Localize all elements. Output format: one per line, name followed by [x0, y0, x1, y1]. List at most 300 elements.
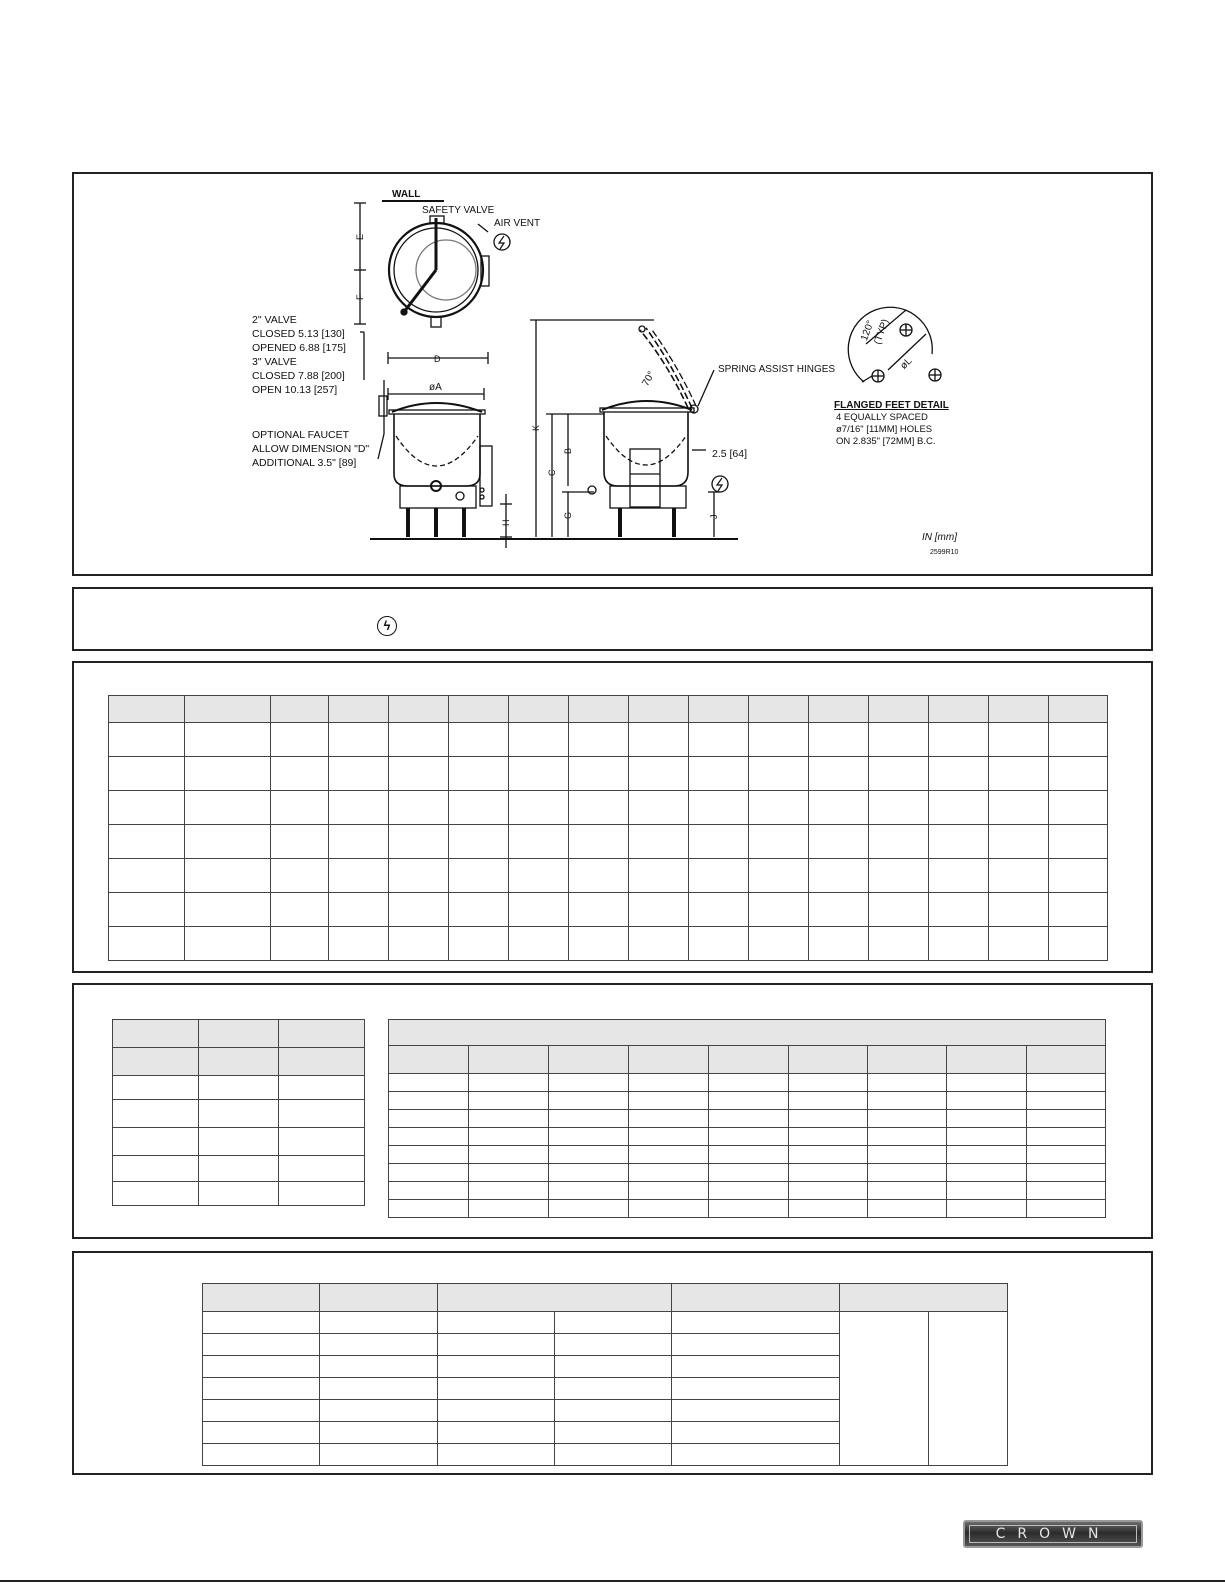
dimensions-table — [108, 695, 1108, 961]
table-row — [389, 1200, 1106, 1218]
table-cell — [709, 1110, 789, 1128]
table-cell — [789, 1046, 868, 1074]
table-row — [109, 825, 1108, 859]
table-cell — [749, 825, 809, 859]
table-cell — [947, 1092, 1027, 1110]
table-cell — [329, 927, 389, 961]
dim-f-label: F — [355, 294, 365, 300]
table-cell — [389, 1020, 1106, 1046]
table-cell — [509, 859, 569, 893]
table-row — [113, 1020, 365, 1048]
valve-note-line: CLOSED 7.88 [200] — [252, 370, 345, 382]
table-cell — [809, 927, 869, 961]
table-cell — [689, 723, 749, 757]
table-cell — [1027, 1182, 1106, 1200]
table-cell — [929, 1312, 1008, 1466]
table-cell — [437, 1444, 554, 1466]
table-cell — [549, 1182, 629, 1200]
top-view — [354, 189, 540, 364]
table-cell — [509, 696, 569, 723]
table-cell — [389, 696, 449, 723]
table-cell — [868, 1164, 947, 1182]
table-cell — [329, 893, 389, 927]
table-cell — [868, 1092, 947, 1110]
brand-logo — [963, 1520, 1143, 1548]
table-cell — [389, 1074, 469, 1092]
table-cell — [469, 1200, 549, 1218]
table-cell — [437, 1312, 554, 1334]
table-cell — [868, 1128, 947, 1146]
table-cell — [749, 791, 809, 825]
table-cell — [1049, 859, 1108, 893]
table-cell — [989, 791, 1049, 825]
table-cell — [989, 723, 1049, 757]
table-cell — [869, 927, 929, 961]
table-cell — [1049, 893, 1108, 927]
table-cell — [469, 1128, 549, 1146]
table-cell — [809, 757, 869, 791]
table-cell — [709, 1182, 789, 1200]
table-cell — [629, 696, 689, 723]
table-cell — [947, 1200, 1027, 1218]
table-cell — [709, 1128, 789, 1146]
table-cell — [279, 1048, 365, 1076]
table-cell — [554, 1400, 671, 1422]
table-cell — [329, 757, 389, 791]
table-cell — [947, 1146, 1027, 1164]
table-cell — [1049, 723, 1108, 757]
table-row — [113, 1048, 365, 1076]
drawing-number: 2599R10 — [930, 549, 959, 556]
table-cell — [389, 1200, 469, 1218]
table-cell — [689, 791, 749, 825]
table-cell — [868, 1146, 947, 1164]
table-cell — [947, 1046, 1027, 1074]
side-view — [530, 320, 835, 537]
valve-note-line: 3" VALVE — [252, 356, 297, 368]
table-cell — [389, 1046, 469, 1074]
table-cell — [199, 1182, 279, 1206]
table-cell — [629, 1182, 709, 1200]
table-cell — [549, 1164, 629, 1182]
table-cell — [1027, 1200, 1106, 1218]
table-cell — [672, 1356, 840, 1378]
table-cell — [554, 1422, 671, 1444]
table-cell — [109, 859, 185, 893]
dim-b-label: B — [563, 447, 573, 454]
table-row — [113, 1182, 365, 1206]
table-cell — [554, 1356, 671, 1378]
table-cell — [569, 859, 629, 893]
table-row — [389, 1092, 1106, 1110]
feet-detail-line: ø7/16" [11MM] HOLES — [836, 424, 933, 435]
table-cell — [689, 825, 749, 859]
table-cell — [279, 1182, 365, 1206]
table-cell — [1049, 927, 1108, 961]
table-cell — [449, 893, 509, 927]
table-cell — [109, 893, 185, 927]
table-cell — [203, 1422, 320, 1444]
table-cell — [271, 723, 329, 757]
table-cell — [389, 1164, 469, 1182]
table-cell — [199, 1156, 279, 1182]
table-cell — [947, 1074, 1027, 1092]
table-cell — [271, 893, 329, 927]
table-cell — [789, 1164, 868, 1182]
table-cell — [320, 1334, 437, 1356]
table-cell — [389, 927, 449, 961]
table-cell — [320, 1312, 437, 1334]
table-cell — [809, 859, 869, 893]
table-cell — [1027, 1128, 1106, 1146]
table-cell — [869, 791, 929, 825]
table-cell — [203, 1444, 320, 1466]
front-view — [370, 380, 738, 548]
table-row — [203, 1312, 1008, 1334]
dim-e-label: E — [355, 233, 365, 240]
table-cell — [672, 1378, 840, 1400]
table-cell — [1049, 757, 1108, 791]
table-row — [109, 723, 1108, 757]
table-cell — [989, 696, 1049, 723]
table-row — [203, 1284, 1008, 1312]
table-cell — [709, 1146, 789, 1164]
table-cell — [113, 1076, 199, 1100]
table-cell — [271, 791, 329, 825]
feet-detail-line: ON 2.835" [72MM] B.C. — [836, 436, 936, 447]
table-row — [113, 1076, 365, 1100]
dimensions-panel — [72, 661, 1153, 973]
table-cell — [569, 757, 629, 791]
table-row — [389, 1046, 1106, 1074]
table-cell — [840, 1312, 929, 1466]
table-cell — [320, 1444, 437, 1466]
table-cell — [789, 1182, 868, 1200]
electrical-table — [388, 1019, 1106, 1218]
table-cell — [554, 1444, 671, 1466]
table-cell — [1049, 696, 1108, 723]
table-cell — [929, 859, 989, 893]
table-cell — [109, 825, 185, 859]
table-cell — [203, 1284, 320, 1312]
table-cell — [989, 927, 1049, 961]
table-row — [389, 1074, 1106, 1092]
table-cell — [629, 1146, 709, 1164]
table-cell — [629, 1128, 709, 1146]
table-cell — [389, 893, 449, 927]
table-cell — [749, 859, 809, 893]
table-cell — [672, 1400, 840, 1422]
lid-angle-label: 70° — [640, 369, 658, 389]
table-cell — [869, 893, 929, 927]
table-cell — [569, 825, 629, 859]
table-cell — [185, 859, 271, 893]
table-cell — [389, 1182, 469, 1200]
faucet-note-line: ALLOW DIMENSION "D" — [252, 443, 370, 455]
table-cell — [629, 723, 689, 757]
table-cell — [509, 893, 569, 927]
table-row — [109, 791, 1108, 825]
table-cell — [549, 1200, 629, 1218]
feet-detail-title: FLANGED FEET DETAIL — [834, 400, 949, 411]
shipping-panel — [72, 1251, 1153, 1475]
table-cell — [509, 927, 569, 961]
table-cell — [629, 893, 689, 927]
table-cell — [469, 1146, 549, 1164]
table-cell — [203, 1334, 320, 1356]
table-cell — [1027, 1074, 1106, 1092]
valve-notes — [252, 314, 346, 396]
table-row — [109, 757, 1108, 791]
footer-rule — [0, 1580, 1225, 1582]
table-row — [389, 1182, 1106, 1200]
table-row — [109, 696, 1108, 723]
table-cell — [1027, 1146, 1106, 1164]
table-cell — [113, 1156, 199, 1182]
table-cell — [109, 791, 185, 825]
table-cell — [629, 1200, 709, 1218]
table-cell — [569, 893, 629, 927]
table-cell — [509, 723, 569, 757]
table-cell — [869, 757, 929, 791]
specifications-panel — [72, 983, 1153, 1239]
dim-k-label: K — [531, 424, 541, 431]
table-cell — [329, 723, 389, 757]
table-cell — [437, 1422, 554, 1444]
table-cell — [449, 723, 509, 757]
table-cell — [789, 1092, 868, 1110]
table-cell — [389, 1092, 469, 1110]
table-cell — [947, 1182, 1027, 1200]
table-cell — [569, 791, 629, 825]
table-cell — [1027, 1110, 1106, 1128]
table-cell — [569, 723, 629, 757]
table-cell — [437, 1334, 554, 1356]
table-cell — [629, 1046, 709, 1074]
table-cell — [329, 825, 389, 859]
table-cell — [689, 893, 749, 927]
faucet-notes — [252, 429, 369, 469]
valve-note-line: OPENED 6.88 [175] — [252, 342, 346, 354]
table-cell — [469, 1164, 549, 1182]
table-cell — [809, 791, 869, 825]
table-cell — [868, 1046, 947, 1074]
table-cell — [629, 859, 689, 893]
air-vent-label: AIR VENT — [494, 218, 541, 229]
table-cell — [789, 1074, 868, 1092]
table-cell — [389, 723, 449, 757]
table-cell — [320, 1284, 437, 1312]
table-cell — [389, 1128, 469, 1146]
table-cell — [109, 696, 185, 723]
table-cell — [809, 723, 869, 757]
table-cell — [749, 723, 809, 757]
table-cell — [271, 927, 329, 961]
table-row — [113, 1128, 365, 1156]
table-cell — [929, 791, 989, 825]
table-row — [113, 1156, 365, 1182]
table-row — [109, 927, 1108, 961]
table-row — [389, 1164, 1106, 1182]
table-cell — [629, 791, 689, 825]
table-cell — [199, 1128, 279, 1156]
table-cell — [279, 1020, 365, 1048]
drawing-panel — [72, 172, 1153, 576]
table-cell — [709, 1074, 789, 1092]
table-cell — [672, 1444, 840, 1466]
table-cell — [449, 696, 509, 723]
table-cell — [629, 1164, 709, 1182]
table-cell — [672, 1284, 840, 1312]
table-cell — [389, 791, 449, 825]
table-cell — [789, 1110, 868, 1128]
table-cell — [469, 1092, 549, 1110]
table-cell — [672, 1312, 840, 1334]
table-cell — [113, 1048, 199, 1076]
units-label: IN [mm] — [922, 532, 957, 543]
table-cell — [185, 696, 271, 723]
table-cell — [549, 1046, 629, 1074]
table-cell — [689, 927, 749, 961]
table-cell — [185, 893, 271, 927]
table-cell — [1027, 1164, 1106, 1182]
table-cell — [279, 1156, 365, 1182]
table-cell — [947, 1128, 1027, 1146]
table-cell — [809, 825, 869, 859]
table-cell — [869, 825, 929, 859]
table-cell — [789, 1200, 868, 1218]
table-cell — [868, 1182, 947, 1200]
wall-label: WALL — [392, 189, 421, 200]
faucet-note-line: OPTIONAL FAUCET — [252, 429, 350, 441]
table-cell — [203, 1378, 320, 1400]
table-cell — [203, 1312, 320, 1334]
table-row — [389, 1146, 1106, 1164]
valve-note-line: OPEN 10.13 [257] — [252, 384, 338, 396]
table-row — [113, 1100, 365, 1128]
table-cell — [329, 859, 389, 893]
feet-angle-label: 120° — [859, 319, 877, 343]
table-cell — [449, 757, 509, 791]
table-cell — [185, 757, 271, 791]
table-cell — [109, 757, 185, 791]
table-cell — [749, 927, 809, 961]
table-cell — [271, 757, 329, 791]
kettle-drawing — [74, 174, 1151, 574]
table-cell — [629, 1110, 709, 1128]
table-cell — [689, 859, 749, 893]
table-cell — [809, 696, 869, 723]
table-cell — [989, 859, 1049, 893]
table-cell — [672, 1334, 840, 1356]
table-row — [109, 893, 1108, 927]
table-cell — [469, 1110, 549, 1128]
table-cell — [709, 1092, 789, 1110]
table-cell — [271, 859, 329, 893]
table-cell — [868, 1110, 947, 1128]
table-cell — [113, 1020, 199, 1048]
table-cell — [389, 757, 449, 791]
offset-label: 2.5 [64] — [712, 448, 748, 460]
table-cell — [203, 1400, 320, 1422]
table-cell — [320, 1356, 437, 1378]
table-cell — [749, 893, 809, 927]
table-cell — [389, 859, 449, 893]
table-cell — [789, 1146, 868, 1164]
table-cell — [840, 1284, 1008, 1312]
table-row — [389, 1128, 1106, 1146]
table-cell — [279, 1100, 365, 1128]
dim-g-label: G — [563, 511, 573, 519]
table-cell — [869, 696, 929, 723]
shipping-table — [202, 1283, 1008, 1466]
table-cell — [672, 1422, 840, 1444]
table-cell — [1049, 825, 1108, 859]
table-cell — [509, 791, 569, 825]
table-cell — [389, 1146, 469, 1164]
table-row — [389, 1020, 1106, 1046]
table-cell — [279, 1076, 365, 1100]
table-cell — [437, 1378, 554, 1400]
table-cell — [320, 1400, 437, 1422]
table-row — [389, 1110, 1106, 1128]
table-cell — [947, 1164, 1027, 1182]
table-cell — [869, 859, 929, 893]
table-cell — [929, 893, 989, 927]
dim-c-label: C — [547, 469, 557, 476]
table-cell — [437, 1356, 554, 1378]
table-cell — [437, 1284, 672, 1312]
table-cell — [469, 1046, 549, 1074]
table-cell — [113, 1128, 199, 1156]
table-cell — [868, 1200, 947, 1218]
valve-note-line: CLOSED 5.13 [130] — [252, 328, 345, 340]
table-cell — [469, 1182, 549, 1200]
table-cell — [437, 1400, 554, 1422]
feet-detail-line: 4 EQUALLY SPACED — [836, 412, 928, 423]
table-cell — [185, 927, 271, 961]
table-cell — [199, 1076, 279, 1100]
table-cell — [320, 1422, 437, 1444]
table-cell — [929, 723, 989, 757]
table-cell — [320, 1378, 437, 1400]
table-cell — [449, 859, 509, 893]
brand-logo-text: CROWN — [995, 1526, 1111, 1542]
dim-d-label: D — [434, 354, 441, 364]
table-cell — [329, 696, 389, 723]
table-cell — [989, 825, 1049, 859]
table-cell — [929, 825, 989, 859]
table-cell — [749, 696, 809, 723]
dim-a-label: øA — [429, 382, 442, 393]
table-cell — [989, 757, 1049, 791]
table-cell — [569, 696, 629, 723]
table-cell — [868, 1074, 947, 1092]
table-cell — [509, 825, 569, 859]
table-cell — [271, 696, 329, 723]
note-panel — [72, 587, 1153, 651]
table-cell — [185, 723, 271, 757]
table-cell — [449, 927, 509, 961]
table-cell — [109, 723, 185, 757]
safety-valve-label: SAFETY VALVE — [422, 205, 495, 216]
flanged-feet-detail — [834, 307, 949, 447]
table-cell — [809, 893, 869, 927]
table-cell — [629, 1092, 709, 1110]
table-cell — [947, 1110, 1027, 1128]
dim-h-label: H — [501, 519, 511, 526]
table-cell — [709, 1164, 789, 1182]
